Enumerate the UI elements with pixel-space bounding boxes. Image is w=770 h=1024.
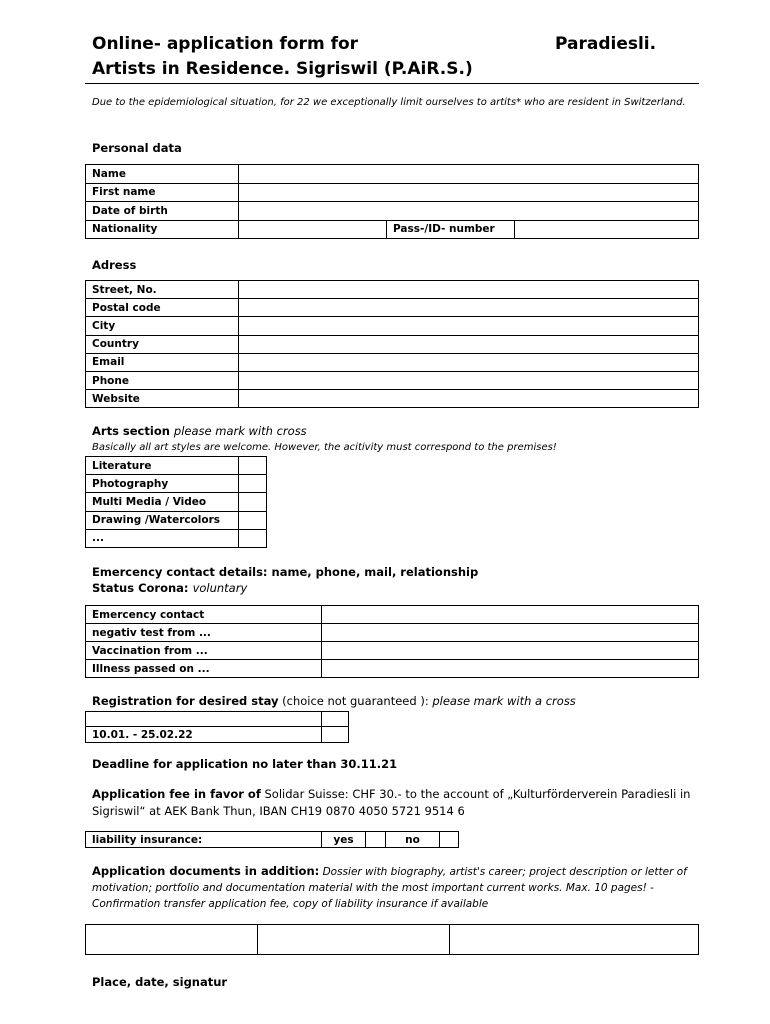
label-photography: Photography — [86, 475, 239, 493]
label-name: Name — [86, 165, 239, 184]
documents-text: Dossier with biography, artist's career; project description or letter of motivation; portfolio and documentation material with the most important current works. Max. 10 pages! - Confirmation transfer application fee, copy of liability insurance if available — [92, 866, 687, 910]
documents-field-2[interactable] — [258, 925, 450, 955]
registration-blank-row — [86, 712, 322, 727]
no-checkbox[interactable] — [440, 832, 459, 848]
emergency-table — [85, 605, 699, 678]
title-line-1: Online- application form for — [92, 34, 359, 54]
application-fee-paragraph — [92, 786, 696, 820]
stay-period-checkbox[interactable] — [322, 727, 349, 743]
label-illness: Illness passed on ... — [86, 660, 322, 678]
title-line-2: Artists in Residence. Sigriswil (P.AiR.S.) — [92, 59, 473, 79]
postal-code-field[interactable] — [239, 299, 699, 317]
personal-data-heading: Personal data — [92, 141, 182, 155]
nationality-field[interactable] — [239, 220, 387, 239]
label-email: Email — [86, 353, 239, 371]
emergency-heading: Emercency contact details: name, phone, mail, relationship — [92, 565, 479, 579]
pass-id-field[interactable] — [515, 220, 699, 239]
documents-paragraph — [92, 863, 696, 912]
label-multimedia: Multi Media / Video — [86, 493, 239, 511]
documents-table — [85, 924, 699, 955]
label-no: no — [386, 832, 440, 848]
personal-data-table — [85, 164, 699, 239]
first-name-field[interactable] — [239, 183, 699, 202]
registration-title: Registration for desired stay — [92, 694, 279, 708]
documents-label: Application documents in addition: — [92, 864, 320, 878]
application-fee-text: Solidar Suisse: CHF 30.- to the account of „Kulturförderverein Paradiesli in Sigriswil“ at AEK Bank Thun, IBAN CH19 0870 4050 5721 9514 6 — [92, 787, 691, 818]
vaccination-field[interactable] — [322, 642, 699, 660]
status-corona-note: voluntary — [192, 581, 248, 595]
label-city: City — [86, 317, 239, 335]
signature-label: Place, date, signatur — [92, 975, 228, 989]
emergency-contact-field[interactable] — [322, 606, 699, 624]
negative-test-field[interactable] — [322, 624, 699, 642]
arts-section-title: Arts section — [92, 424, 170, 438]
deadline-text: Deadline for application no later than 30.11.21 — [92, 757, 398, 771]
header-divider — [85, 83, 699, 84]
label-postal-code: Postal code — [86, 299, 239, 317]
label-street: Street, No. — [86, 281, 239, 299]
notice-text: Due to the epidemiological situation, for 22 we exceptionally limit ourselves to artits* who are resident in Switzerland. — [92, 97, 686, 108]
email-field[interactable] — [239, 353, 699, 371]
literature-checkbox[interactable] — [239, 457, 267, 475]
country-field[interactable] — [239, 335, 699, 353]
illness-field[interactable] — [322, 660, 699, 678]
yes-checkbox[interactable] — [366, 832, 386, 848]
label-country: Country — [86, 335, 239, 353]
label-drawing: Drawing /Watercolors — [86, 511, 239, 529]
documents-field-1[interactable] — [86, 925, 258, 955]
documents-field-3[interactable] — [450, 925, 699, 955]
label-website: Website — [86, 390, 239, 408]
label-liability: liability insurance: — [86, 832, 322, 848]
status-corona-label: Status Corona: — [92, 581, 189, 595]
arts-section-instruction: please mark with cross — [173, 424, 307, 438]
label-stay-period: 10.01. - 25.02.22 — [86, 727, 322, 743]
date-of-birth-field[interactable] — [239, 202, 699, 221]
application-fee-label: Application fee in favor of — [92, 787, 261, 801]
label-negative-test: negativ test from ... — [86, 624, 322, 642]
title-right: Paradiesli. — [555, 34, 657, 54]
label-pass-id: Pass-/ID- number — [387, 220, 515, 239]
label-vaccination: Vaccination from ... — [86, 642, 322, 660]
other-art-checkbox[interactable] — [239, 529, 267, 547]
registration-paren: (choice not guaranteed ): — [282, 694, 429, 708]
label-date-of-birth: Date of birth — [86, 202, 239, 221]
arts-section-heading — [92, 424, 307, 438]
registration-table — [85, 711, 349, 743]
city-field[interactable] — [239, 317, 699, 335]
street-field[interactable] — [239, 281, 699, 299]
address-heading: Adress — [92, 258, 137, 272]
registration-note: please mark with a cross — [432, 694, 576, 708]
arts-section-table — [85, 456, 267, 548]
registration-heading — [92, 693, 576, 710]
drawing-checkbox[interactable] — [239, 511, 267, 529]
name-field[interactable] — [239, 165, 699, 184]
address-table — [85, 280, 699, 408]
label-literature: Literature — [86, 457, 239, 475]
label-nationality: Nationality — [86, 220, 239, 239]
arts-section-note: Basically all art styles are welcome. However, the acitivity must correspond to the premises! — [92, 442, 557, 453]
label-emergency-contact: Emercency contact — [86, 606, 322, 624]
website-field[interactable] — [239, 390, 699, 408]
status-corona-line — [92, 581, 247, 595]
label-first-name: First name — [86, 183, 239, 202]
multimedia-checkbox[interactable] — [239, 493, 267, 511]
photography-checkbox[interactable] — [239, 475, 267, 493]
label-yes: yes — [322, 832, 366, 848]
label-phone: Phone — [86, 371, 239, 389]
liability-table — [85, 831, 459, 848]
registration-blank-checkbox[interactable] — [322, 712, 349, 727]
label-other-art: ... — [86, 529, 239, 547]
phone-field[interactable] — [239, 371, 699, 389]
